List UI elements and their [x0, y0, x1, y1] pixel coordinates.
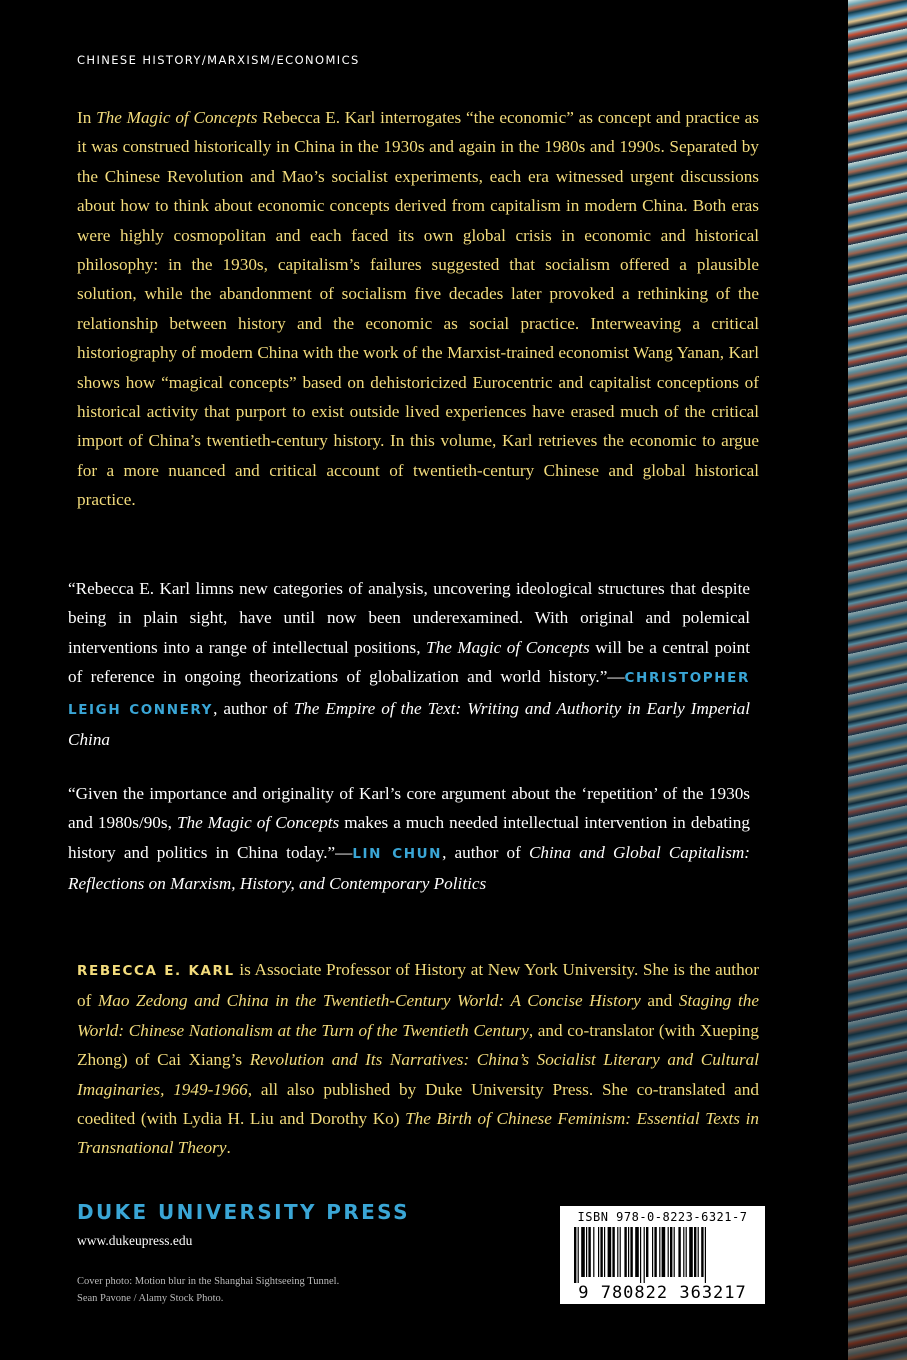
quote2-author-of: , author of — [442, 842, 529, 862]
isbn-label: ISBN 978-0-8223-6321-7 — [577, 1210, 748, 1224]
quote1-title: The Magic of Concepts — [426, 637, 590, 657]
quote2-text-a: “Given the importance and originality of Karl’s core argument about the ‘repetition’ of the 1930s and 1980s/90s, — [68, 784, 750, 833]
isbn-barcode — [560, 1206, 765, 1304]
description-book-title: The Magic of Concepts — [96, 108, 258, 127]
bio-text-2: and — [640, 991, 679, 1011]
barcode-bar — [635, 1227, 639, 1277]
bio-text-3: , and co-translator (with Xueping Zhong) of Cai Xiang’s — [77, 1020, 759, 1070]
barcode-bar — [659, 1227, 660, 1277]
barcode-bar — [578, 1227, 579, 1283]
barcode-bar — [644, 1227, 645, 1283]
barcode-bar — [678, 1227, 680, 1277]
barcode-bar — [581, 1227, 585, 1277]
barcode-bar — [683, 1227, 684, 1277]
barcode-bar — [598, 1227, 599, 1277]
quote1-text-b: will be a central point of reference in ongoing theorizations of globalization and world history.”— — [68, 637, 750, 687]
barcode-bar — [674, 1227, 675, 1277]
barcode-bar — [574, 1227, 576, 1283]
book-description — [77, 103, 759, 515]
barcode-bar — [646, 1227, 648, 1277]
barcode-bar — [586, 1227, 587, 1277]
quote1-author: CHRISTOPHER LEIGH CONNERY — [68, 670, 750, 718]
quote2-title: The Magic of Concepts — [176, 813, 340, 833]
quote1-author-of: , author of — [213, 698, 294, 718]
cover-photo-motion-blur — [848, 0, 907, 1360]
barcode-bar — [593, 1227, 594, 1277]
barcode-bar — [604, 1227, 605, 1277]
bio-book-4: The Birth of Chinese Feminism: Essential Texts in Transnational Theory — [77, 1109, 759, 1158]
barcode-bar — [612, 1227, 614, 1277]
barcode-bar — [617, 1227, 618, 1277]
cover-photo-credit — [77, 1273, 437, 1307]
description-body: Rebecca E. Karl interrogates “the economic” as concept and practice as it was construed historically in China in the 1930s and again in the 1980s and 1990s. Separated by the Chinese Revolution and Mao’s socialist experiments, each era witnessed urgent discussions about how to think about economic concepts derived from capitalism in modern China. Both eras were highly cosmopolitan and each faced its own global crisis in economic and historical philosophy: in the 1930s, capitalism’s failures suggested that socialism offered a plausible solution, while the abandonment of socialism five decades later provoked a rethinking of the relationship between history and the economic as social practice. Interweaving a critical historiography of modern China with the work of the Marxist-trained economist Wang Yanan, Karl shows how “magical concepts” based on dehistoricized Eurocentric and capitalist conceptions of historical activity that purport to exist outside lived experiences have erased much of the critical import of China’s twentieth-century history. In this volume, Karl retrieves the economic to argue for a more nuanced and critical account of twentieth-century Chinese and global historical practice. — [77, 108, 759, 510]
bio-book-2: Staging the World: Chinese Nationalism at the Turn of the Twentieth Century — [77, 991, 759, 1040]
barcode-bar — [620, 1227, 621, 1277]
barcode-bar — [701, 1227, 703, 1277]
barcode-bar — [668, 1227, 669, 1277]
bio-text-5: . — [226, 1138, 231, 1158]
barcode-digits: 9 780822 363217 — [578, 1283, 747, 1303]
barcode-bar — [600, 1227, 602, 1277]
bio-book-3: Revolution and Its Narratives: China’s Socialist Literary and Cultural Imaginaries, 1949-1966 — [77, 1050, 760, 1099]
cover-photo-shade — [848, 0, 907, 1360]
credit-line-1: Cover photo: Motion blur in the Shanghai Sightseeing Tunnel. — [77, 1276, 340, 1287]
barcode-bar — [705, 1227, 706, 1283]
barcode-bar — [670, 1227, 672, 1277]
quote2-text-b: makes a much needed intellectual intervention in debating history and politics in China today.”— — [68, 813, 750, 862]
barcode-bar — [608, 1227, 612, 1277]
bio-text-1: is Associate Professor of History at New York University. She is the author of — [77, 960, 759, 1011]
barcode-bar — [652, 1227, 653, 1277]
quote2-author: LIN CHUN — [352, 845, 443, 862]
barcode-bar — [662, 1227, 666, 1277]
barcode-bar — [588, 1227, 590, 1277]
description-lead: In — [77, 108, 97, 127]
bio-author-name: REBECCA E. KARL — [77, 963, 235, 979]
bio-book-1: Mao Zedong and China in the Twentieth-Century World: A Concise History — [97, 991, 641, 1011]
quote2-book: China and Global Capitalism: Reflections on Marxism, History, and Contemporary Politics — [68, 842, 751, 894]
endorsement-connery — [68, 574, 750, 754]
barcode-bar — [640, 1227, 641, 1283]
barcode-bar — [686, 1227, 687, 1277]
endorsement-lin-chun — [68, 779, 750, 899]
credit-line-2: Sean Pavone / Alamy Stock Photo. — [77, 1293, 224, 1304]
barcode-bar — [694, 1227, 696, 1277]
author-bio — [77, 955, 759, 1163]
category-label: CHINESE HISTORY/MARXISM/ECONOMICS — [77, 53, 360, 67]
barcode-bar — [630, 1227, 632, 1277]
barcode-bar — [698, 1227, 699, 1277]
barcode-bar — [654, 1227, 656, 1277]
quote1-text-a: “Rebecca E. Karl limns new categories of analysis, uncovering ideological structures that despite being in plain sight, have until now been underexamined. With original and polemical interventions into a range of intellectual positions, — [68, 579, 750, 657]
barcode-bar — [628, 1227, 629, 1277]
barcode-bar — [624, 1227, 626, 1277]
quote1-book: The Empire of the Text: Writing and Authority in Early Imperial China — [68, 698, 750, 750]
bio-text-4: , all also published by Duke University Press. She co-translated and coedited (with Lydia H. Liu and Dorothy Ko) — [77, 1079, 759, 1129]
barcode-bars — [574, 1227, 751, 1283]
publisher-website[interactable]: www.dukeupress.edu — [77, 1233, 193, 1248]
publisher-name: DUKE UNIVERSITY PRESS — [77, 1200, 410, 1224]
barcode-bar — [689, 1227, 693, 1277]
